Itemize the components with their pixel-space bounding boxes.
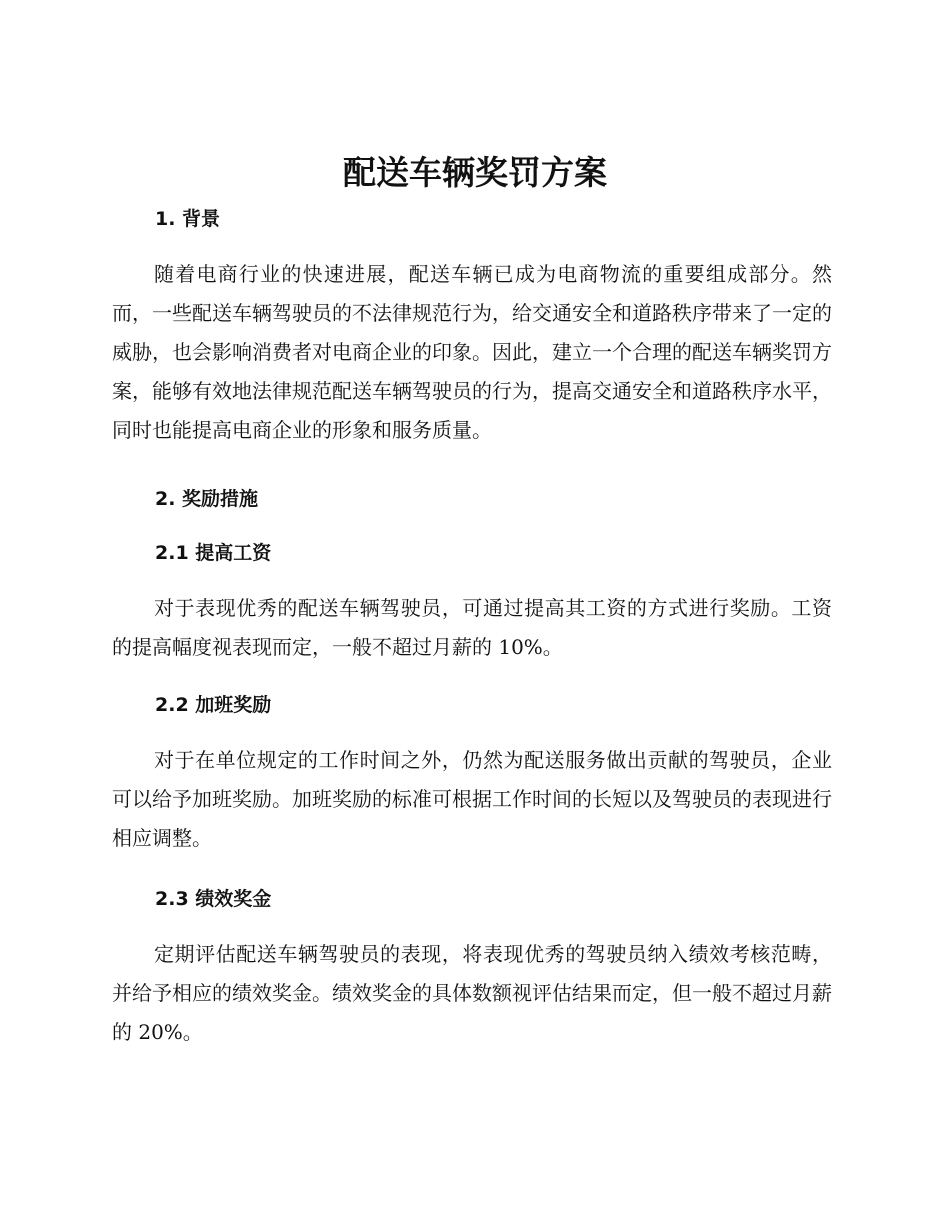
section-heading-performance-bonus: 2.3 绩效奖金	[155, 888, 272, 910]
section-paragraph-performance-bonus: 定期评估配送车辆驾驶员的表现，将表现优秀的驾驶员纳入绩效考核范畴，并给予相应的绩效奖金。绩效奖金的具体数额视评估结果而定，但一般不超过月薪的 20%。	[112, 942, 832, 1044]
document-title: 配送车辆奖罚方案	[343, 153, 607, 192]
section-heading-rewards: 2. 奖励措施	[155, 488, 259, 510]
section-paragraph-background: 随着电商行业的快速进展，配送车辆已成为电商物流的重要组成部分。然而，一些配送车辆驾驶员的不法律规范行为，给交通安全和道路秩序带来了一定的威胁，也会影响消费者对电商企业的印象。因此，建立一个合理的配送车辆奖罚方案，能够有效地法律规范配送车辆驾驶员的行为，提高交通安全和道路秩序水平，同时也能提高电商企业的形象和服务质量。	[112, 262, 832, 442]
section-heading-overtime-bonus: 2.2 加班奖励	[155, 694, 272, 716]
section-paragraph-overtime-bonus: 对于在单位规定的工作时间之外，仍然为配送服务做出贡献的驾驶员，企业可以给予加班奖励。加班奖励的标准可根据工作时间的长短以及驾驶员的表现进行相应调整。	[112, 748, 832, 850]
section-paragraph-salary-increase: 对于表现优秀的配送车辆驾驶员，可通过提高其工资的方式进行奖励。工资的提高幅度视表现而定，一般不超过月薪的 10%。	[112, 596, 832, 659]
section-heading-background: 1. 背景	[155, 208, 221, 230]
section-heading-salary-increase: 2.1 提高工资	[155, 542, 272, 564]
